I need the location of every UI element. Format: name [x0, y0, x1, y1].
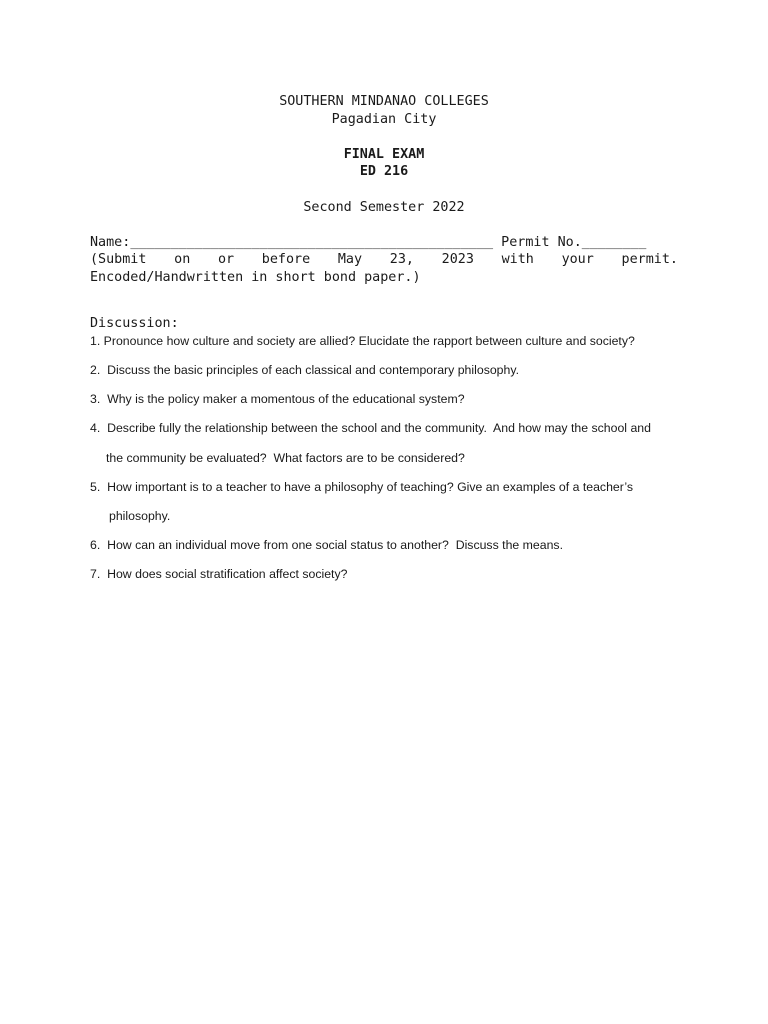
question-3: 3. Why is the policy maker a momentous of the educational system?	[90, 392, 465, 406]
name-field: _____________________________________________	[130, 235, 494, 250]
question-7: 7. How does social stratification affect society?	[90, 567, 348, 581]
instruction-word: 2023	[441, 252, 474, 267]
instruction-word: your	[561, 252, 594, 267]
instruction-word: or	[217, 252, 235, 267]
instruction-word: May	[337, 252, 363, 267]
course-code: ED 216	[359, 164, 409, 179]
instruction-word: 23,	[389, 252, 414, 267]
permit-field: ________	[581, 235, 647, 250]
school-name: SOUTHERN MINDANAO COLLEGES	[279, 94, 489, 109]
semester: Second Semester 2022	[303, 200, 465, 215]
instruction-word: with	[501, 252, 534, 267]
question-4: 4. Describe fully the relationship between the school and the community. And how may the school and	[90, 421, 651, 435]
instruction-line-1	[90, 252, 678, 267]
question-5-continued: philosophy.	[109, 509, 171, 523]
school-city: Pagadian City	[331, 112, 437, 127]
question-2: 2. Discuss the basic principles of each classical and contemporary philosophy.	[90, 363, 520, 377]
permit-label: Permit No.	[501, 235, 582, 250]
question-1: 1. Pronounce how culture and society are allied? Elucidate the rapport between culture and society?	[90, 334, 635, 348]
instruction-word: permit.	[621, 252, 678, 267]
name-label: Name:	[90, 235, 131, 250]
instruction-word: (Submit	[90, 252, 147, 267]
exam-title: FINAL EXAM	[343, 147, 425, 162]
name-permit-line	[90, 235, 646, 250]
instruction-word: before	[261, 252, 311, 267]
instruction-line-2: Encoded/Handwritten in short bond paper.)	[90, 270, 421, 285]
discussion-heading: Discussion:	[90, 316, 179, 331]
question-4-continued: the community be evaluated? What factors are to be considered?	[106, 451, 465, 465]
question-6: 6. How can an individual move from one social status to another? Discuss the means.	[90, 538, 563, 552]
instruction-word: on	[174, 252, 191, 267]
question-5: 5. How important is to a teacher to have a philosophy of teaching? Give an examples of a teacher’s	[90, 480, 633, 494]
